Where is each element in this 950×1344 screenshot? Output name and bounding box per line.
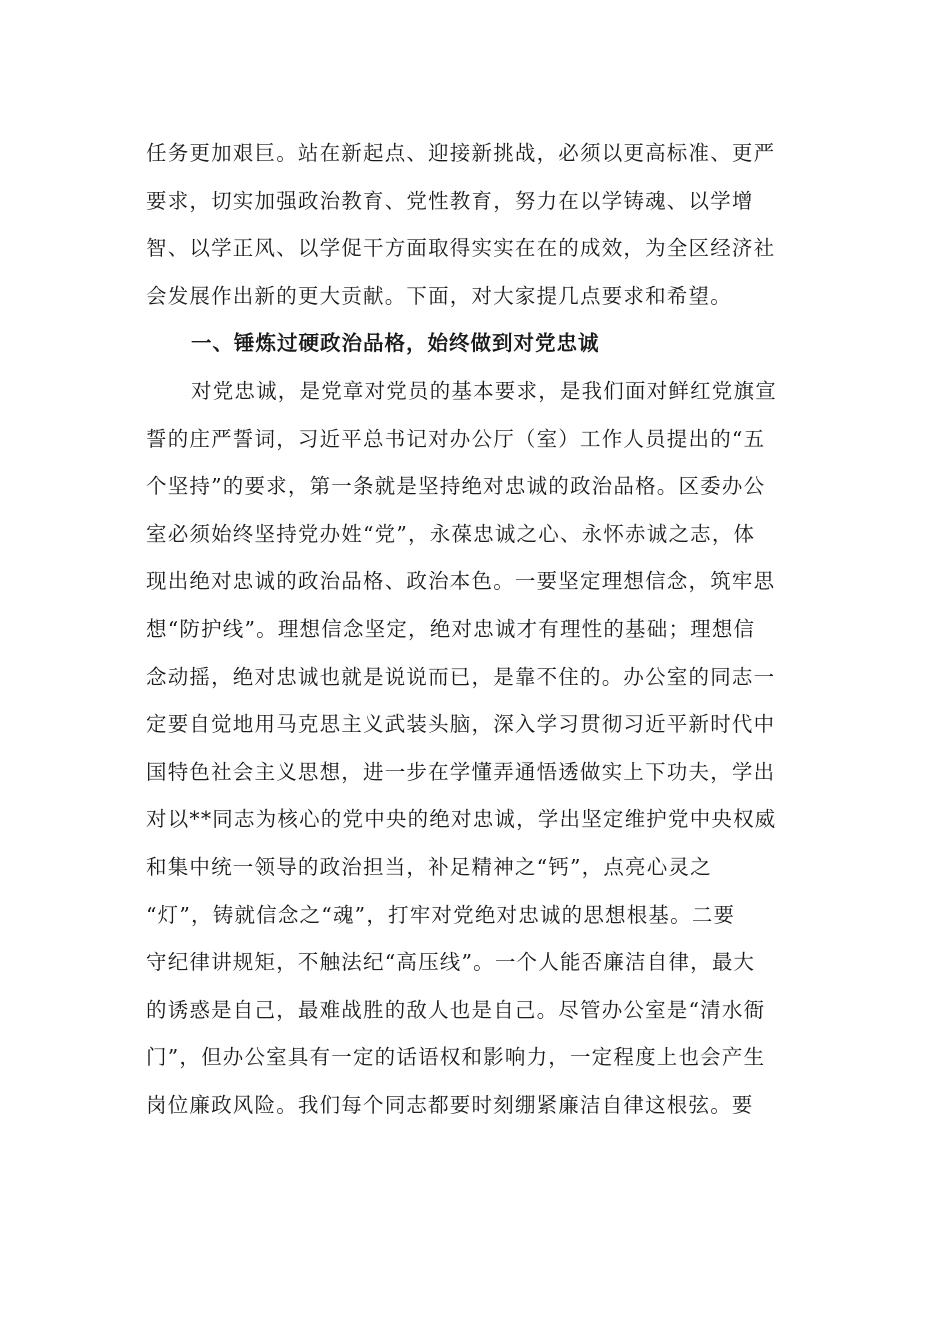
text-line: 的诱惑是自己，最难战胜的敌人也是自己。尽管办公室是“清水衙 [146, 997, 766, 1022]
text-line: 要求，切实加强政治教育、党性教育，努力在以学铸魂、以学增 [146, 188, 754, 213]
section-heading: 一、锤炼过硬政治品格，始终做到对党忠诚 [191, 331, 600, 356]
text-line: 任务更加艰巨。站在新起点、迎接新挑战，必须以更高标准、更严 [146, 141, 776, 165]
text-line: 对党忠诚，是党章对党员的基本要求，是我们面对鲜红党旗宣 [191, 378, 777, 403]
text-line: 定要自觉地用马克思主义武装头脑，深入学习贯彻习近平新时代中 [146, 712, 776, 737]
text-line: 念动摇，绝对忠诚也就是说说而已，是靠不住的。办公室的同志一 [146, 664, 776, 689]
text-line: 守纪律讲规矩，不触法纪“高压线”。一个人能否廉洁自律，最大 [146, 950, 756, 975]
text-line: 和集中统一领导的政治担当，补足精神之“钙”，点亮心灵之 [146, 854, 712, 879]
text-line: 室必须始终坚持党办姓“党”，永葆忠诚之心、永怀赤诚之志，体 [146, 521, 756, 546]
text-line: “灯”，铸就信念之“魂”，打牢对党绝对忠诚的思想根基。二要 [146, 902, 736, 927]
text-line: 智、以学正风、以学促干方面取得实实在在的成效，为全区经济社 [146, 236, 776, 261]
text-line: 个坚持”的要求，第一条就是坚持绝对忠诚的政治品格。区委办公 [146, 474, 766, 499]
text-line: 国特色社会主义思想，进一步在学懂弄通悟透做实上下功夫，学出 [146, 759, 776, 784]
document-body [146, 130, 796, 1129]
text-line: 誓的庄严誓词，习近平总书记对办公厅（室）工作人员提出的“五 [146, 426, 766, 451]
text-line: 想“防护线”。理想信念坚定，绝对忠诚才有理性的基础；理想信 [146, 616, 756, 641]
text-line: 岗位廉政风险。我们每个同志都要时刻绷紧廉洁自律这根弦。要 [146, 1092, 754, 1117]
text-line: 现出绝对忠诚的政治品格、政治本色。一要坚定理想信念，筑牢思 [146, 569, 776, 594]
text-line: 对以**同志为核心的党中央的绝对忠诚，学出坚定维护党中央权威 [146, 807, 777, 832]
text-line: 会发展作出新的更大贡献。下面，对大家提几点要求和希望。 [146, 283, 732, 308]
text-line: 门”，但办公室具有一定的话语权和影响力，一定程度上也会产生 [146, 1045, 766, 1070]
